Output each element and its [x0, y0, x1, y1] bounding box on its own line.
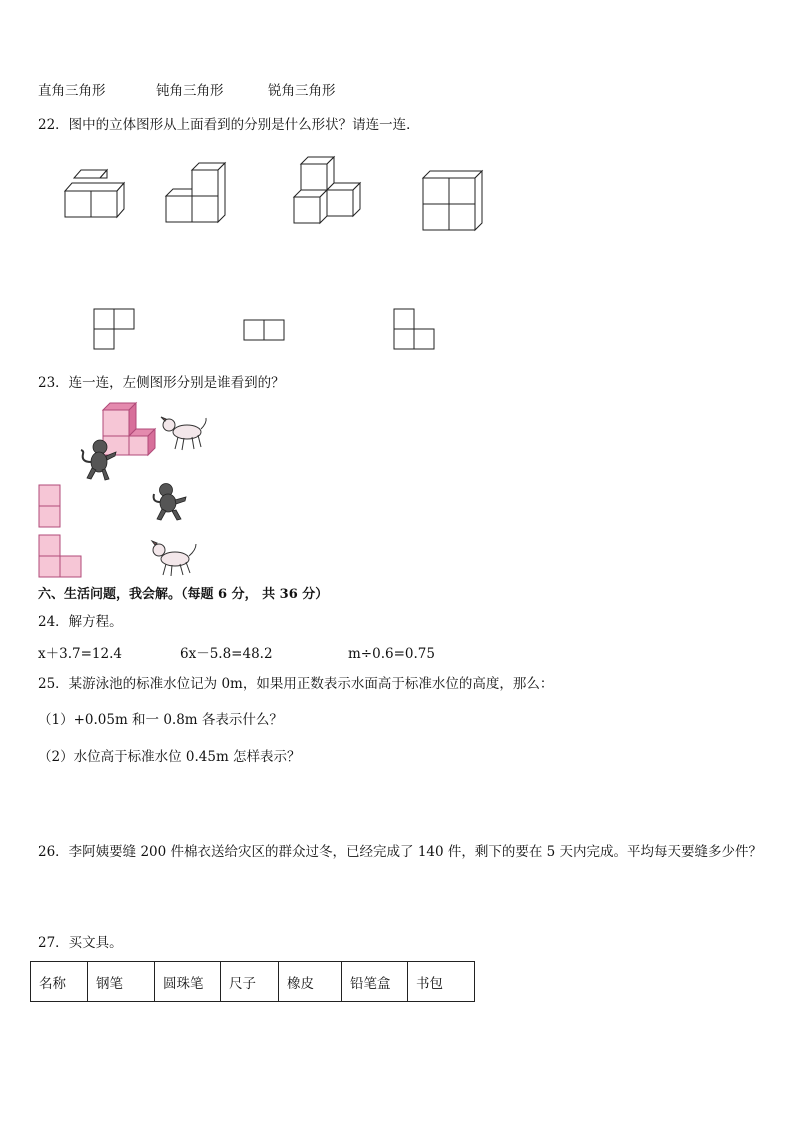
table-cell: 名称	[31, 962, 88, 1002]
table-cell: 尺子	[221, 962, 279, 1002]
equation-1: x＋3.7=12.4	[38, 646, 122, 662]
table-cell: 钢笔	[88, 962, 155, 1002]
top-view-shape-3	[393, 308, 437, 352]
q25-part-1: （1）+0.05m 和一 0.8m 各表示什么？	[38, 712, 283, 728]
q27-prompt: 27．买文具。	[38, 935, 123, 951]
q25-part-2: （2）水位高于标准水位 0.45m 怎样表示？	[38, 749, 301, 765]
q26-prompt: 26．李阿姨要缝 200 件棉衣送给灾区的群众过冬，已经完成了 140 件，剩下的要在 5 天内完成。平均每天要缝多少件？	[38, 844, 763, 860]
dog-figure-icon-2	[150, 540, 200, 580]
top-view-shape-2	[243, 319, 287, 343]
solid-figure-2	[162, 160, 232, 230]
monkey-figure-icon-2	[150, 482, 190, 522]
dog-figure-icon	[160, 415, 210, 455]
section-6-title: 六、生活问题，我会解。（每题 6 分， 共 36 分）	[38, 587, 329, 602]
table-row	[31, 962, 475, 1002]
solid-figure-1	[60, 170, 130, 230]
table-cell: 橡皮	[279, 962, 342, 1002]
monkey-figure-icon	[78, 438, 118, 483]
triangle-option-obtuse: 钝角三角形	[156, 83, 224, 99]
view-shape-l-pink	[38, 534, 84, 580]
q23-prompt: 23．连一连，左侧图形分别是谁看到的？	[38, 375, 285, 391]
equation-2: 6x－5.8=48.2	[180, 646, 273, 662]
top-view-shape-1	[93, 308, 137, 352]
solid-figure-3	[290, 155, 370, 235]
table-cell: 圆珠笔	[155, 962, 221, 1002]
q22-prompt: 22．图中的立体图形从上面看到的分别是什么形状？请连一连．	[38, 117, 420, 133]
table-cell: 铅笔盒	[342, 962, 408, 1002]
triangle-option-acute: 锐角三角形	[268, 83, 336, 99]
table-cell: 书包	[408, 962, 475, 1002]
equation-3: m÷0.6=0.75	[348, 646, 435, 662]
stationery-table	[30, 961, 475, 1002]
triangle-option-right: 直角三角形	[38, 83, 106, 99]
solid-figure-4	[418, 165, 488, 235]
q24-prompt: 24．解方程。	[38, 614, 123, 630]
view-shape-vertical-pink	[38, 484, 62, 528]
q25-prompt: 25．某游泳池的标准水位记为 0m，如果用正数表示水面高于标准水位的高度，那么：	[38, 676, 554, 692]
